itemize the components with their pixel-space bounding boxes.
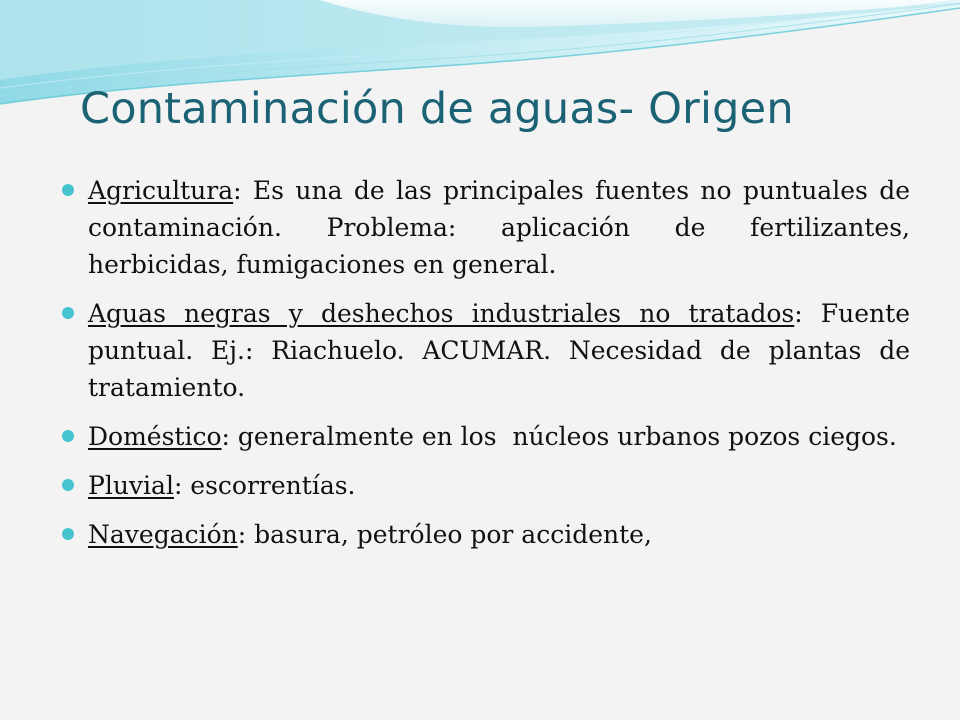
bullet-term: Doméstico <box>88 422 222 451</box>
bullet-item-navegacion <box>60 516 910 553</box>
bullet-list <box>60 172 910 565</box>
bullet-dot-icon <box>62 479 74 491</box>
bullet-term: Navegación <box>88 520 238 549</box>
bullet-text: : basura, petróleo por accidente, <box>237 520 652 549</box>
bullet-text: : escorrentías. <box>173 471 356 500</box>
bullet-term: Aguas negras y deshechos industriales no tratados <box>88 299 795 328</box>
bullet-item-agricultura <box>60 172 910 283</box>
bullet-term: Agricultura <box>88 176 234 205</box>
bullet-dot-icon <box>62 528 74 540</box>
bullet-item-pluvial <box>60 467 910 504</box>
slide-title: Contaminación de aguas- Origen <box>80 84 794 134</box>
bullet-item-domestico <box>60 418 910 455</box>
bullet-dot-icon <box>62 184 74 196</box>
bullet-text: : generalmente en los núcleos urbanos pozos ciegos. <box>221 422 897 451</box>
bullet-dot-icon <box>62 307 74 319</box>
bullet-text: : Es una de las principales fuentes no puntuales de contaminación. Problema: aplicación de fertilizantes, herbicidas, fumigaciones en general. <box>88 176 910 279</box>
bullet-item-aguas-negras <box>60 295 910 406</box>
bullet-dot-icon <box>62 430 74 442</box>
bullet-text: : Fuente puntual. Ej.: Riachuelo. ACUMAR. Necesidad de plantas de tratamiento. <box>88 299 910 402</box>
bullet-term: Pluvial <box>88 471 174 500</box>
